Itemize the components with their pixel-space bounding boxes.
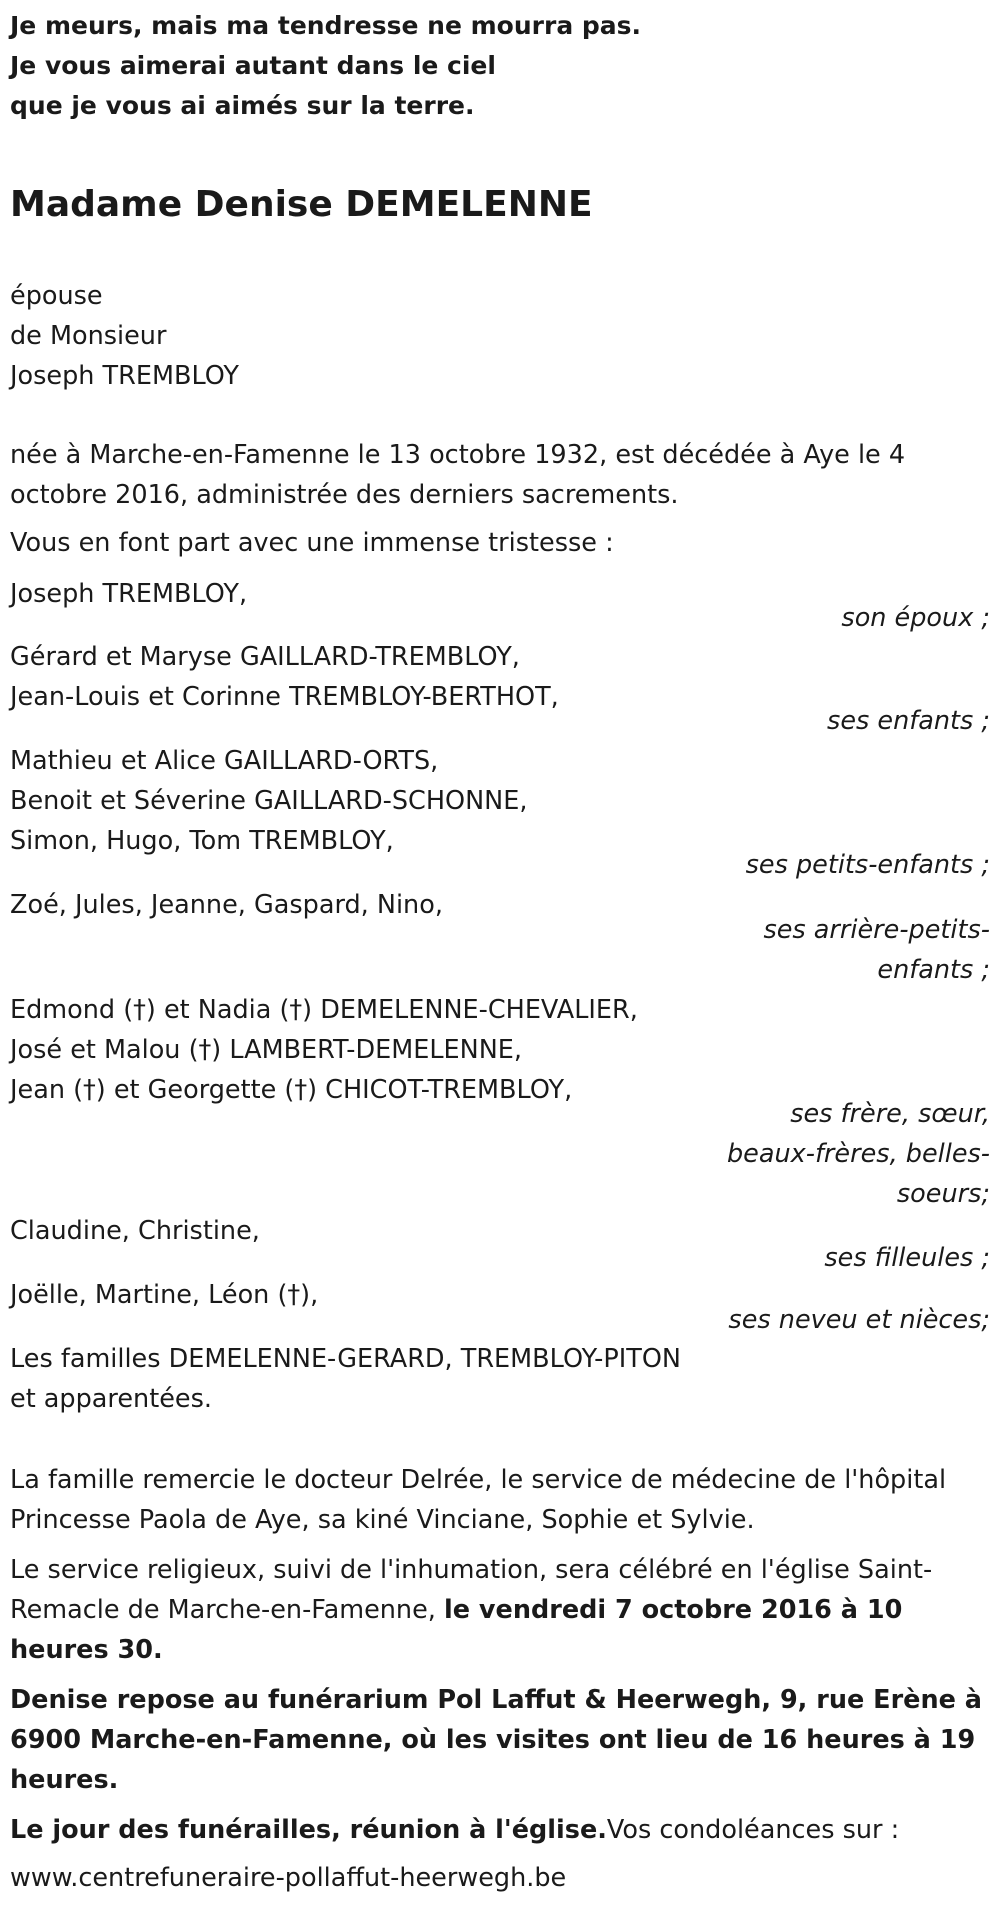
family-name-line: José et Malou (†) LAMBERT-DEMELENNE, <box>10 1035 523 1065</box>
service-date: le vendredi 7 octobre 2016 à 10 heures 30. <box>10 1595 903 1665</box>
family-name-line: Mathieu et Alice GAILLARD-ORTS, <box>10 746 439 776</box>
family-names <box>10 741 527 861</box>
family-relation <box>727 1094 990 1214</box>
birth-death-text: née à Marche-en-Famenne le 13 octobre 1932, est décédée à Aye le 4 octobre 2016, administrée des derniers sacrements. <box>10 440 906 510</box>
relation-line: ses petits-enfants ; <box>745 850 990 880</box>
family-names <box>10 1275 318 1315</box>
meeting-notice: Le jour des funérailles, réunion à l'église. <box>10 1815 607 1845</box>
family-name-line: Gérard et Maryse GAILLARD-TREMBLOY, <box>10 642 520 672</box>
relation-line: enfants ; <box>877 955 990 985</box>
families-block <box>10 1339 681 1419</box>
poem-line: que je vous ai aimés sur la terre. <box>10 91 475 120</box>
poem-line: Je meurs, mais ma tendresse ne mourra pas. <box>10 11 642 40</box>
condolences-label: Vos condoléances sur : <box>606 1815 900 1845</box>
family-names <box>10 885 443 925</box>
spouse-line: de Monsieur <box>10 321 167 351</box>
relation-line: ses frère, sœur, <box>790 1099 990 1129</box>
poem-line: Je vous aimerai autant dans le ciel <box>10 51 496 80</box>
website-link[interactable]: www.centrefuneraire-pollaffut-heerwegh.be <box>10 1863 567 1893</box>
service-text <box>10 1550 1000 1670</box>
family-names <box>10 990 638 1110</box>
spouse-line: Joseph TREMBLOY <box>10 361 240 391</box>
family-name-line: Edmond (†) et Nadia (†) DEMELENNE-CHEVALIER, <box>10 995 638 1025</box>
announcement-text: Vous en font part avec une immense tristesse : <box>10 528 614 558</box>
spouse-line: épouse <box>10 281 103 311</box>
service-intro: Le service religieux, suivi de l'inhumation, sera célébré en l'église Saint-Remacle de Marche-en-Famenne, <box>10 1555 933 1625</box>
family-name-line: Simon, Hugo, Tom TREMBLOY, <box>10 826 394 856</box>
family-name-line: Joëlle, Martine, Léon (†), <box>10 1280 319 1310</box>
family-names <box>10 1211 260 1251</box>
family-names <box>10 637 559 717</box>
poem <box>10 6 641 126</box>
thanks-text: La famille remercie le docteur Delrée, le service de médecine de l'hôpital Princesse Paola de Aye, sa kiné Vinciane, Sophie et Sylvie. <box>10 1465 947 1535</box>
relation-line: soeurs; <box>896 1179 990 1209</box>
relation-line: ses arrière-petits- <box>763 915 990 945</box>
family-name-line: Jean-Louis et Corinne TREMBLOY-BERTHOT, <box>10 682 559 712</box>
family-name-line: Joseph TREMBLOY, <box>10 579 248 609</box>
family-name-line: Jean (†) et Georgette (†) CHICOT-TREMBLOY, <box>10 1075 573 1105</box>
family-name-line: Zoé, Jules, Jeanne, Gaspard, Nino, <box>10 890 443 920</box>
family-name-line: Claudine, Christine, <box>10 1216 260 1246</box>
relation-line: ses filleules ; <box>824 1243 990 1273</box>
families-line: et apparentées. <box>10 1384 212 1414</box>
family-relation <box>824 1238 990 1278</box>
families-line: Les familles DEMELENNE-GERARD, TREMBLOY-PITON <box>10 1344 682 1374</box>
family-name-line: Benoit et Séverine GAILLARD-SCHONNE, <box>10 786 528 816</box>
relation-line: son époux ; <box>841 603 990 633</box>
family-names <box>10 574 247 614</box>
deceased-name: Madame Denise DEMELENNE <box>10 184 593 225</box>
family-relation <box>728 1300 990 1340</box>
family-relation <box>746 845 990 885</box>
family-relation <box>763 910 990 990</box>
funerarium-text: Denise repose au funérarium Pol Laffut & Heerwegh, 9, rue Erène à 6900 Marche-en-Famenne, où les visites ont lieu de 16 heures à 19 heures. <box>10 1685 982 1795</box>
family-relation <box>841 598 990 638</box>
spouse-block <box>10 276 239 396</box>
family-relation <box>827 701 990 741</box>
relation-line: ses enfants ; <box>827 706 990 736</box>
meeting-text <box>10 1810 1000 1850</box>
relation-line: beaux-frères, belles- <box>727 1139 990 1169</box>
relation-line: ses neveu et nièces; <box>728 1305 990 1335</box>
